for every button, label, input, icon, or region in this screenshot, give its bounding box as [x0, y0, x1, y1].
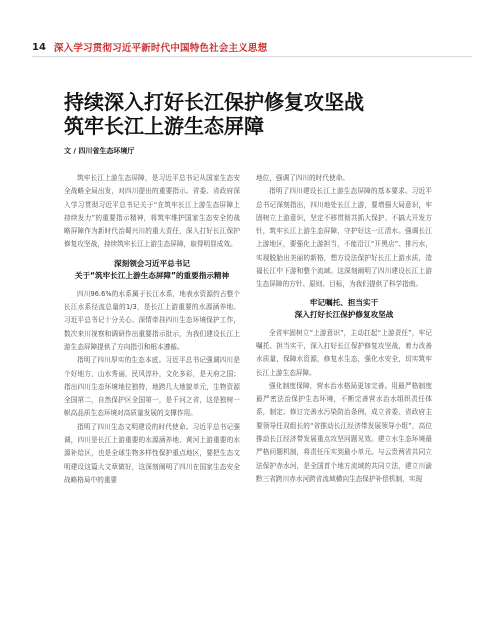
section-1-paragraph: 四川96.6%的水系属于长江水系，地表水资源约占整个长江水系径流总量的1/3，是长江上游重要的水源涵养地。习近平总书记十分关心、深情牵挂四川生态环境保护工作，数次来川视察和调研作出重要指示批示，为我们建设长江上游生态屏障提供了方向指引和根本遵循。 — [64, 289, 240, 351]
intro-paragraph: 筑牢长江上游生态屏障，是习近平总书记从国家生态安全战略全局出发，对四川提出的重要指示。省委、省政府深入学习贯彻习近平总书记关于“在筑牢长江上游生态屏障上持续发力”的重要指示精神，将筑牢维护国家生态安全的战略屏障作为新时代治蜀兴川的重大责任，深入打好长江保护修复攻坚战，持续筑牢长江上游生态屏障，取得明显成效。 — [64, 174, 240, 249]
running-head: 深入学习贯彻习近平新时代中国特色社会主义思想 — [53, 43, 268, 54]
page-header — [32, 40, 472, 54]
right-paragraph: 指明了四川建设长江上游生态屏障的基本要求。习近平总书记深刻指出，四川地处长江上游，要增强大局意识，牢固树立上游意识，坚定不移贯彻共抓大保护、不搞大开发方针，筑牢长江上游生态屏障，守护好这一江清水。强调长江上游地区，要强化上游担当，不能沿江“开黑店”、排污水，实现脱胎出美丽的新格，想方设法保护好长江上游水质，造福长江中下游和整个流域。这深刻阐明了四川建设长江上游生态屏障的方针、原则、目标，为我们提供了科学指南。 — [256, 187, 432, 289]
section-2-paragraph: 强化制度保障，营水治水格局更加完善。用最严格制度最严密法治保护生态环境，不断完善营水治水组织责任体系，制定、修订完善水污染防治条例，成立省委、省政府主要领导任双组长的“省推动长江经济带发展领导小组”，高位推动长江经济带发展重点攻坚问题见效。建立水生态环境最严格问题机制，将责任压实到最小单元。与云贵两省共同立法保护赤水河，是全国首个地方流域的共同立法，建立川渝黔三省跨川赤水河跨省流域横向生态保护补偿机制，实现 — [256, 381, 432, 483]
article-byline: 文 / 四川省生态环境厅 — [64, 147, 135, 155]
section-1-paragraph: 指明了四川生态文明建设的时代使命。习近平总书记强调，四川是长江上游重要的水源涵养地、黄河上游重要的水源补给区，也是全球生物多样性保护重点地区，要把生态文明建设这篇大文章做好，这深刻阐明了四川在国家生态安全战略格局中的重要 — [64, 422, 240, 484]
section-1-heading-line-2: 关于“筑牢长江上游生态屏障”的重要指示精神 — [74, 270, 230, 280]
header-divider — [32, 56, 472, 57]
right-column — [256, 172, 432, 486]
section-1-heading — [64, 258, 240, 282]
page-number: 14 — [32, 41, 46, 53]
article-title — [64, 90, 464, 138]
article-title-line-1: 持续深入打好长江保护修复攻坚战 — [64, 90, 364, 114]
article-title-line-2: 筑牢长江上游生态屏障 — [64, 114, 264, 138]
section-2-heading — [256, 297, 432, 321]
section-2-heading-line-1: 牢记嘱托、担当实干 — [309, 297, 379, 307]
section-1-heading-line-1: 深刻领会习近平总书记 — [114, 258, 190, 268]
section-2-heading-line-2: 深入打好长江保护修复攻坚战 — [294, 309, 394, 319]
section-1-paragraph: 指明了四川厚实的生态本底。习近平总书记强调四川是个好地方，山水秀丽，民风淳朴，文化多彩，是天府之国；指出四川生态环境地位独特，地跨几大地貌单元，生物资源全国第二，自然保护区全国第一，是千河之省，这是独树一帜高品质生态环境对高质量发展的支撑作用。 — [64, 356, 240, 418]
continued-paragraph: 地位，强调了四川的时代使命。 — [256, 174, 350, 182]
section-2-paragraph: 全省牢固树立“上游意识”，主动扛起“上游责任”，牢记嘱托、担当实干，深入打好长江保护修复攻坚战，着力改善水质量，保障水资源，修复水生态，强化水安全，切实筑牢长江上游生态屏障。 — [256, 328, 432, 377]
left-column — [64, 172, 240, 487]
